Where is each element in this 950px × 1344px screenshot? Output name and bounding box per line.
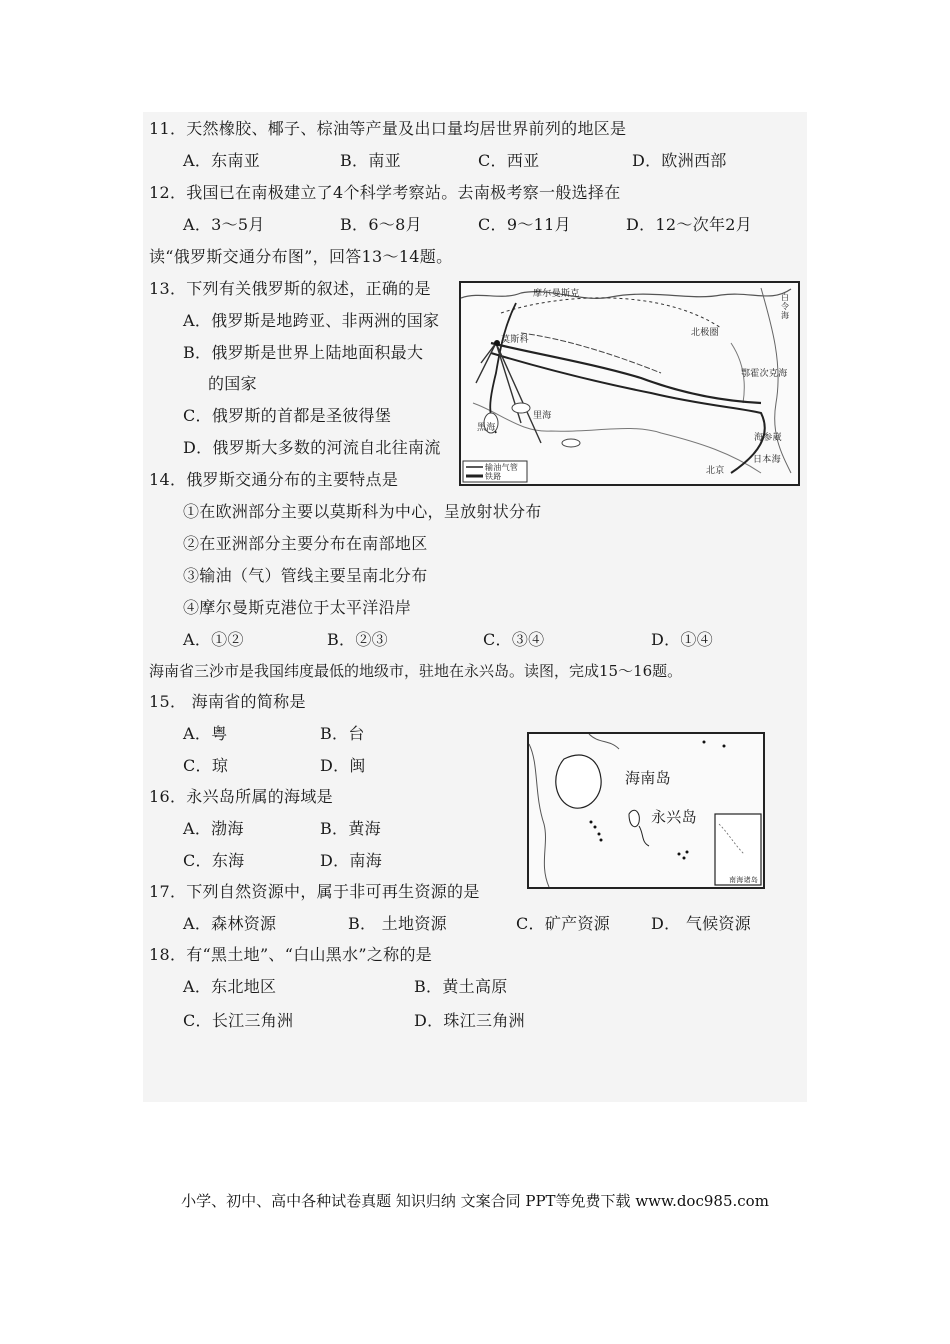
- legend-pipeline: 输油气管: [485, 463, 519, 472]
- q14-option-c: C．③④: [483, 630, 545, 649]
- q18-option-a: A．东北地区: [183, 977, 277, 996]
- label-arctic-circle: 北极圈: [691, 328, 719, 338]
- label-murmansk: 摩尔曼斯克: [533, 289, 580, 299]
- hainan-map-graphic: [529, 734, 763, 887]
- q12-option-b: B．6～8月: [340, 215, 422, 234]
- q15-option-b: B．台: [320, 724, 365, 743]
- q13-option-b-line1: B．俄罗斯是世界上陆地面积最大: [183, 343, 424, 362]
- q16-option-d: D．南海: [320, 851, 383, 870]
- intro-15-16: 海南省三沙市是我国纬度最低的地级市，驻地在永兴岛。读图，完成15～16题。: [149, 662, 683, 680]
- q15-option-a: A．粤: [183, 724, 228, 743]
- q12-option-a: A．3～5月: [183, 215, 265, 234]
- label-beijing: 北京: [706, 466, 725, 476]
- q13-option-b-line2: 的国家: [208, 374, 257, 393]
- russia-map-graphic: [461, 283, 798, 484]
- question-14-stem: 14．俄罗斯交通分布的主要特点是: [149, 470, 399, 489]
- label-hainan-island: 海南岛: [625, 769, 671, 787]
- q13-option-a: A．俄罗斯是地跨亚、非两洲的国家: [183, 311, 440, 330]
- q12-option-d: D．12～次年2月: [626, 215, 753, 234]
- question-12-stem: 12．我国已在南极建立了4个科学考察站。去南极考察一般选择在: [149, 183, 621, 202]
- q16-option-c: C．东海: [183, 851, 245, 870]
- q14-option-a: A．①②: [183, 630, 244, 649]
- label-bering-sea: 白令海: [781, 293, 790, 320]
- question-11-stem: 11．天然橡胶、椰子、棕油等产量及出口量均居世界前列的地区是: [149, 119, 627, 138]
- label-vladivostok: 海参崴: [754, 433, 782, 443]
- q17-option-d: D． 气候资源: [651, 914, 752, 933]
- q11-option-a: A．东南亚: [183, 151, 261, 170]
- q17-option-a: A．森林资源: [183, 914, 277, 933]
- q15-option-d: D．闽: [320, 756, 366, 775]
- q11-option-b: B．南亚: [340, 151, 401, 170]
- label-caspian-sea: 里海: [533, 411, 552, 421]
- q13-option-c: C．俄罗斯的首都是圣彼得堡: [183, 406, 392, 425]
- question-15-stem: 15． 海南省的简称是: [149, 692, 306, 711]
- q14-statement-1: ①在欧洲部分主要以莫斯科为中心，呈放射状分布: [183, 502, 542, 521]
- label-yongxing-island: 永兴岛: [651, 808, 697, 826]
- russia-transport-map: [459, 281, 800, 486]
- question-16-stem: 16．永兴岛所属的海域是: [149, 787, 333, 806]
- label-japan-sea: 日本海: [753, 455, 781, 465]
- q11-option-c: C．西亚: [478, 151, 540, 170]
- q15-option-c: C．琼: [183, 756, 229, 775]
- q14-statement-3: ③输油（气）管线主要呈南北分布: [183, 566, 428, 585]
- page-footer: 小学、初中、高中各种试卷真题 知识归纳 文案合同 PPT等免费下载 www.doc985.com: [181, 1192, 769, 1210]
- q18-option-c: C．长江三角洲: [183, 1011, 294, 1030]
- q14-option-d: D．①④: [651, 630, 714, 649]
- q11-option-d: D．欧洲西部: [632, 151, 727, 170]
- question-13-stem: 13．下列有关俄罗斯的叙述，正确的是: [149, 279, 431, 298]
- label-okhotsk-sea: 鄂霍次克海: [741, 369, 788, 379]
- question-18-stem: 18．有“黑土地”、“白山黑水”之称的是: [149, 945, 433, 964]
- q14-option-b: B．②③: [327, 630, 388, 649]
- legend-railway: 铁路: [485, 472, 502, 481]
- q18-option-b: B．黄土高原: [414, 977, 508, 996]
- q16-option-b: B．黄海: [320, 819, 381, 838]
- intro-13-14: 读“俄罗斯交通分布图”，回答13～14题。: [149, 247, 453, 266]
- hainan-map: [527, 732, 765, 889]
- q17-option-c: C．矿产资源: [516, 914, 611, 933]
- q13-option-d: D．俄罗斯大多数的河流自北往南流: [183, 438, 441, 457]
- question-17-stem: 17．下列自然资源中，属于非可再生资源的是: [149, 882, 480, 901]
- q16-option-a: A．渤海: [183, 819, 244, 838]
- label-moscow: 莫斯科: [501, 335, 529, 345]
- q14-statement-2: ②在亚洲部分主要分布在南部地区: [183, 534, 428, 553]
- label-black-sea: 黑海: [477, 423, 496, 433]
- q17-option-b: B． 土地资源: [348, 914, 447, 933]
- label-inset: 南海诸岛: [729, 876, 759, 884]
- q18-option-d: D．珠江三角洲: [414, 1011, 525, 1030]
- q14-statement-4: ④摩尔曼斯克港位于太平洋沿岸: [183, 598, 412, 617]
- q12-option-c: C．9～11月: [478, 215, 571, 234]
